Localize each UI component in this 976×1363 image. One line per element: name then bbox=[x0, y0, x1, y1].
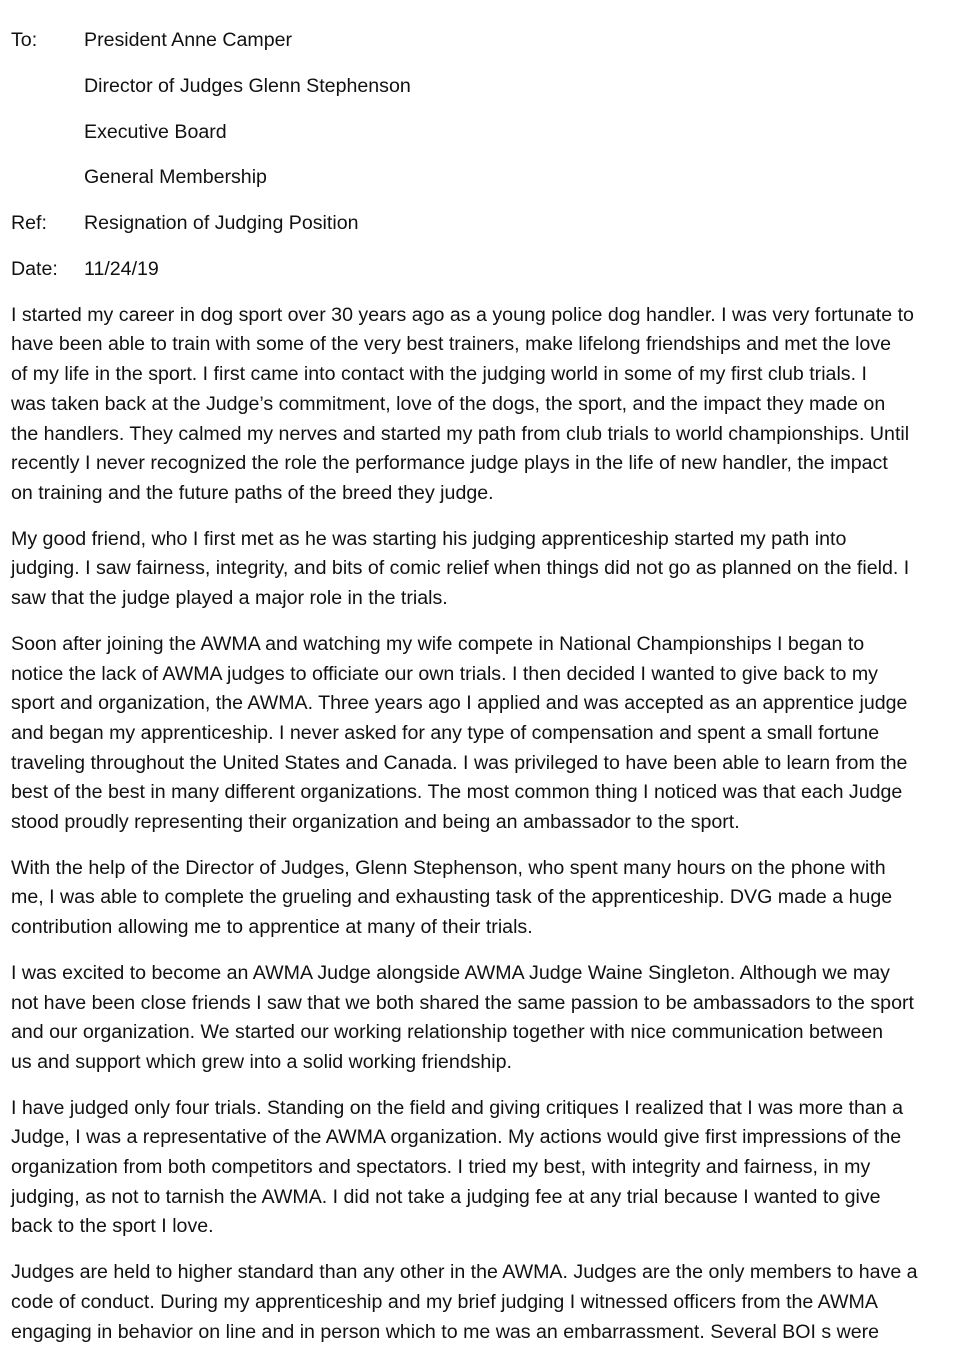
ref-label: Ref: bbox=[11, 212, 47, 235]
paragraph-line: I started my career in dog sport over 30 years ago as a young police dog handler. I was very fortunate to bbox=[11, 303, 914, 326]
paragraph-judges-standard bbox=[11, 1258, 966, 1347]
paragraph-line: and began my apprenticeship. I never asked for any type of compensation and spent a small fortune bbox=[11, 721, 880, 744]
recipient-president: President Anne Camper bbox=[84, 29, 293, 51]
paragraph-career bbox=[11, 301, 966, 509]
ref-value: Resignation of Judging Position bbox=[84, 212, 359, 235]
paragraph-awma-joining bbox=[11, 630, 966, 838]
paragraph-line: back to the sport I love. bbox=[11, 1215, 214, 1238]
paragraph-line: notice the lack of AWMA judges to officiate our own trials. I then decided I wanted to give back to my bbox=[11, 662, 878, 685]
paragraph-judged-trials bbox=[11, 1094, 966, 1243]
paragraph-line: us and support which grew into a solid working friendship. bbox=[11, 1050, 512, 1073]
date-row bbox=[11, 255, 966, 301]
paragraph-line: judging. I saw fairness, integrity, and bits of comic relief when things did not go as planned on the field. I bbox=[11, 557, 910, 580]
paragraph-line: stood proudly representing their organization and being an ambassador to the sport. bbox=[11, 811, 740, 834]
paragraph-line: Judge, I was a representative of the AWMA organization. My actions would give first impressions of the bbox=[11, 1126, 902, 1149]
recipient-row bbox=[11, 163, 966, 209]
paragraph-line: me, I was able to complete the grueling and exhausting task of the apprenticeship. DVG made a huge bbox=[11, 886, 893, 909]
paragraph-line: was taken back at the Judge’s commitment, love of the dogs, the sport, and the impact they made on bbox=[11, 392, 886, 415]
paragraph-line: My good friend, who I first met as he was starting his judging apprenticeship started my path into bbox=[11, 527, 847, 550]
paragraph-becoming-judge bbox=[11, 959, 966, 1078]
paragraph-director-help bbox=[11, 854, 966, 943]
paragraph-line: Judges are held to higher standard than any other in the AWMA. Judges are the only members to have a bbox=[11, 1261, 918, 1284]
paragraph-line: best of the best in many different organizations. The most common thing I noticed was that each Judge bbox=[11, 781, 903, 804]
paragraph-line: contribution allowing me to apprentice at many of their trials. bbox=[11, 916, 533, 939]
paragraph-friend bbox=[11, 525, 966, 614]
paragraph-line: code of conduct. During my apprenticeship and my brief judging I witnessed officers from the AWMA bbox=[11, 1290, 878, 1313]
recipient-director: Director of Judges Glenn Stephenson bbox=[84, 74, 411, 97]
to-row bbox=[11, 26, 966, 72]
paragraph-line: engaging in behavior on line and in person which to me was an embarrassment. Several BOI s were bbox=[11, 1320, 880, 1343]
ref-row bbox=[11, 209, 966, 255]
recipient-row bbox=[11, 118, 966, 164]
paragraph-line: and our organization. We started our working relationship together with nice communication between bbox=[11, 1021, 884, 1044]
paragraph-line: recently I never recognized the role the performance judge plays in the life of new handler, the impact bbox=[11, 452, 888, 475]
paragraph-line: not have been close friends I saw that we both shared the same passion to be ambassadors to the sport bbox=[11, 991, 914, 1014]
paragraph-line: I have judged only four trials. Standing on the field and giving critiques I realized that I was more than a bbox=[11, 1096, 904, 1119]
paragraph-line: have been able to train with some of the very best trainers, make lifelong friendships and met the love bbox=[11, 333, 892, 356]
paragraph-line: of my life in the sport. I first came into contact with the judging world in some of my first club trials. I bbox=[11, 363, 867, 386]
paragraph-line: saw that the judge played a major role in the trials. bbox=[11, 587, 448, 610]
paragraph-line: on training and the future paths of the breed they judge. bbox=[11, 482, 494, 504]
paragraph-line: judging, as not to tarnish the AWMA. I did not take a judging fee at any trial because I wanted to give bbox=[11, 1185, 881, 1208]
recipient-board: Executive Board bbox=[84, 120, 227, 143]
paragraph-line: the handlers. They calmed my nerves and started my path from club trials to world championships. Until bbox=[11, 422, 910, 445]
date-label: Date: bbox=[11, 257, 58, 280]
paragraph-line: organization from both competitors and spectators. I tried my best, with integrity and fairness, in my bbox=[11, 1156, 871, 1179]
paragraph-line: sport and organization, the AWMA. Three years ago I applied and was accepted as an apprentice judge bbox=[11, 692, 908, 715]
date-value: 11/24/19 bbox=[84, 257, 159, 280]
paragraph-line: Soon after joining the AWMA and watching my wife compete in National Championships I began to bbox=[11, 632, 865, 655]
recipient-membership: General Membership bbox=[84, 166, 267, 189]
paragraph-line: I was excited to become an AWMA Judge alongside AWMA Judge Waine Singleton. Although we may bbox=[11, 961, 890, 984]
paragraph-line: With the help of the Director of Judges, Glenn Stephenson, who spent many hours on the phone with bbox=[11, 856, 886, 879]
letter-document bbox=[11, 26, 966, 1363]
recipient-row bbox=[11, 72, 966, 118]
paragraph-line: traveling throughout the United States and Canada. I was privileged to have been able to learn from the bbox=[11, 751, 908, 774]
to-label: To: bbox=[11, 29, 38, 51]
